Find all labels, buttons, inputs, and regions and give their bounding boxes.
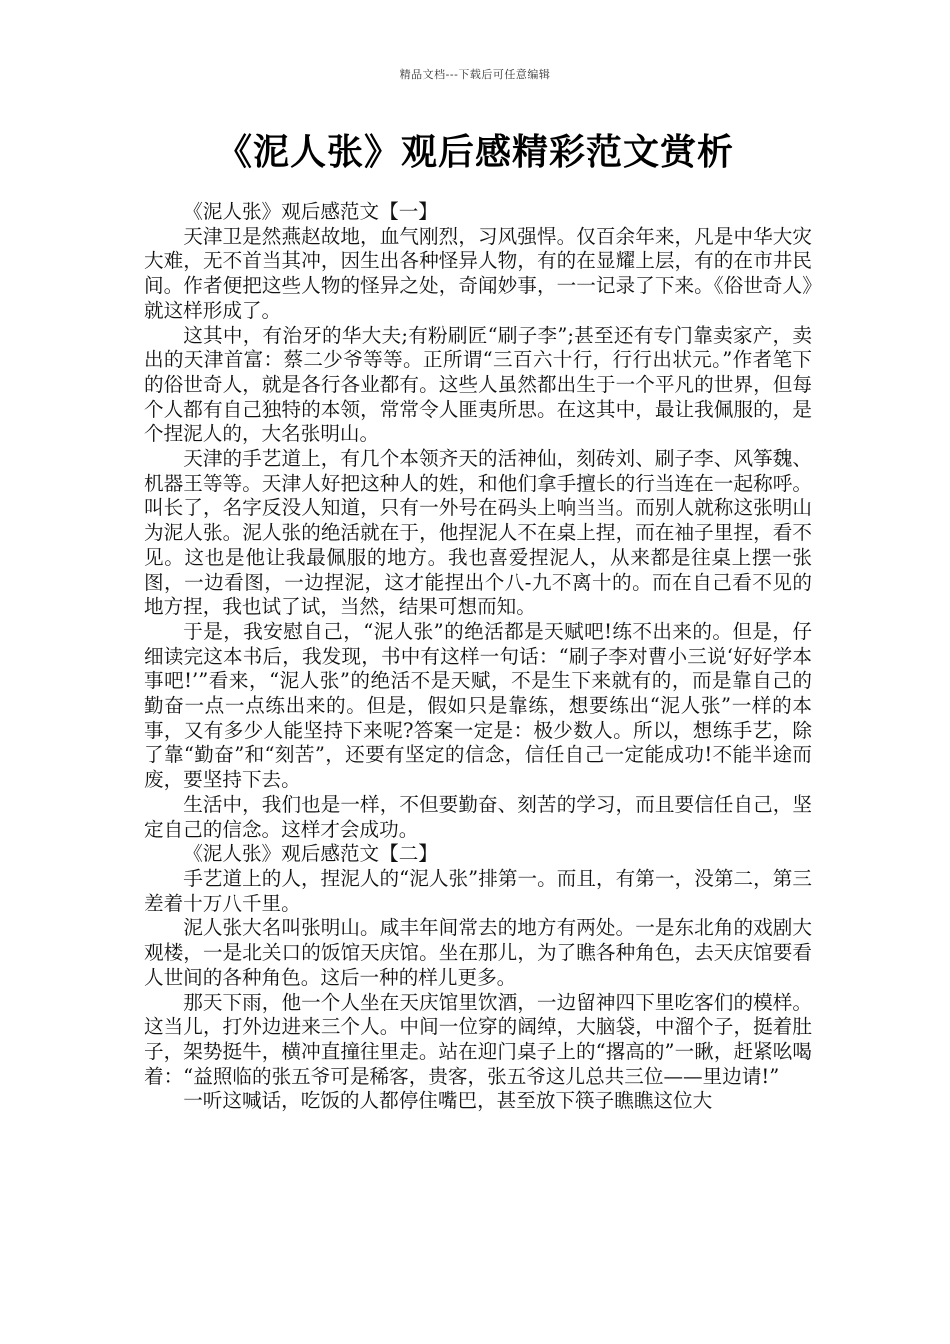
article-body <box>144 200 812 1114</box>
paragraph: 泥人张大名叫张明山。咸丰年间常去的地方有两处。一是东北角的戏剧大观楼，一是北关口的饭馆天庆馆。坐在那儿，为了瞧各种角色，去天庆馆要看人世间的各种角色。这后一种的样儿更多。 <box>144 916 812 989</box>
paragraph: 《泥人张》观后感范文【二】 <box>183 842 438 866</box>
paragraph: 生活中，我们也是一样，不但要勤奋、刻苦的学习，而且要信任自己，坚定自己的信念。这样才会成功。 <box>144 792 812 841</box>
header-note: 精品文档---下载后可任意编辑 <box>399 68 551 81</box>
paragraph: 《泥人张》观后感范文【一】 <box>183 200 438 223</box>
paragraph: 一听这喊话，吃饭的人都停住嘴巴，甚至放下筷子瞧瞧这位大 <box>183 1089 713 1113</box>
paragraph: 手艺道上的人，捏泥人的“泥人张”排第一。而且，有第一，没第二，第三差着十万八千里。 <box>144 866 812 915</box>
paragraph: 那天下雨，他一个人坐在天庆馆里饮酒，一边留神四下里吃客们的模样。这当儿，打外边进来三个人。中间一位穿的阔绰，大脑袋，中溜个子，挺着肚子，架势挺牛，横冲直撞往里走。站在迎门桌子上的“撂高的”一瞅，赶紧吆喝着：“益照临的张五爷可是稀客，贵客，张五爷这儿总共三位——里边请!” <box>144 990 812 1088</box>
paragraph: 天津的手艺道上，有几个本领齐天的活神仙，刻砖刘、刷子李、风筝魏、机器王等等。天津人好把这种人的姓，和他们拿手擅长的行当连在一起称呼。叫长了，名字反没人知道，只有一外号在码头上响当当。而别人就称这张明山为泥人张。泥人张的绝活就在于，他捏泥人不在桌上捏，而在袖子里捏，看不见。这也是他让我最佩服的地方。我也喜爱捏泥人，从来都是往桌上摆一张图，一边看图，一边捏泥，这才能捏出个八-九不离十的。而在自己看不见的地方捏，我也试了试，当然，结果可想而知。 <box>144 447 812 619</box>
paragraph: 这其中，有治牙的华大夫;有粉刷匠“刷子李”;甚至还有专门靠卖家产，卖出的天津首富：蔡二少爷等等。正所谓“三百六十行，行行出状元。”作者笔下的俗世奇人，就是各行各业都有。这些人虽然都出生于一个平凡的世界，但每个人都有自己独特的本领，常常令人匪夷所思。在这其中，最让我佩服的，是个捏泥人的，大名张明山。 <box>144 323 812 446</box>
paragraph: 天津卫是然燕赵故地，血气刚烈，习风强悍。仅百余年来，凡是中华大灾大难，无不首当其冲，因生出各种怪异人物，有的在显耀上层，有的在市井民间。作者便把这些人物的怪异之处，奇闻妙事，一一记录了下来。《俗世奇人》就这样形成了。 <box>144 224 812 322</box>
paragraph: 于是，我安慰自己，“泥人张”的绝活都是天赋吧!练不出来的。但是，仔细读完这本书后，我发现，书中有这样一句话：“刷子李对曹小三说‘好好学本事吧!’”看来，“泥人张”的绝活不是天赋，不是生下来就有的，而是靠自己的勤奋一点一点练出来的。但是，假如只是靠练，想要练出“泥人张”一样的本事，又有多少人能坚持下来呢?答案一定是：极少数人。所以，想练手艺，除了靠“勤奋”和“刻苦”，还要有坚定的信念，信任自己一定能成功!不能半途而废，要坚持下去。 <box>144 619 812 792</box>
page-title: 《泥人张》观后感精彩范文赏析 <box>215 132 734 173</box>
